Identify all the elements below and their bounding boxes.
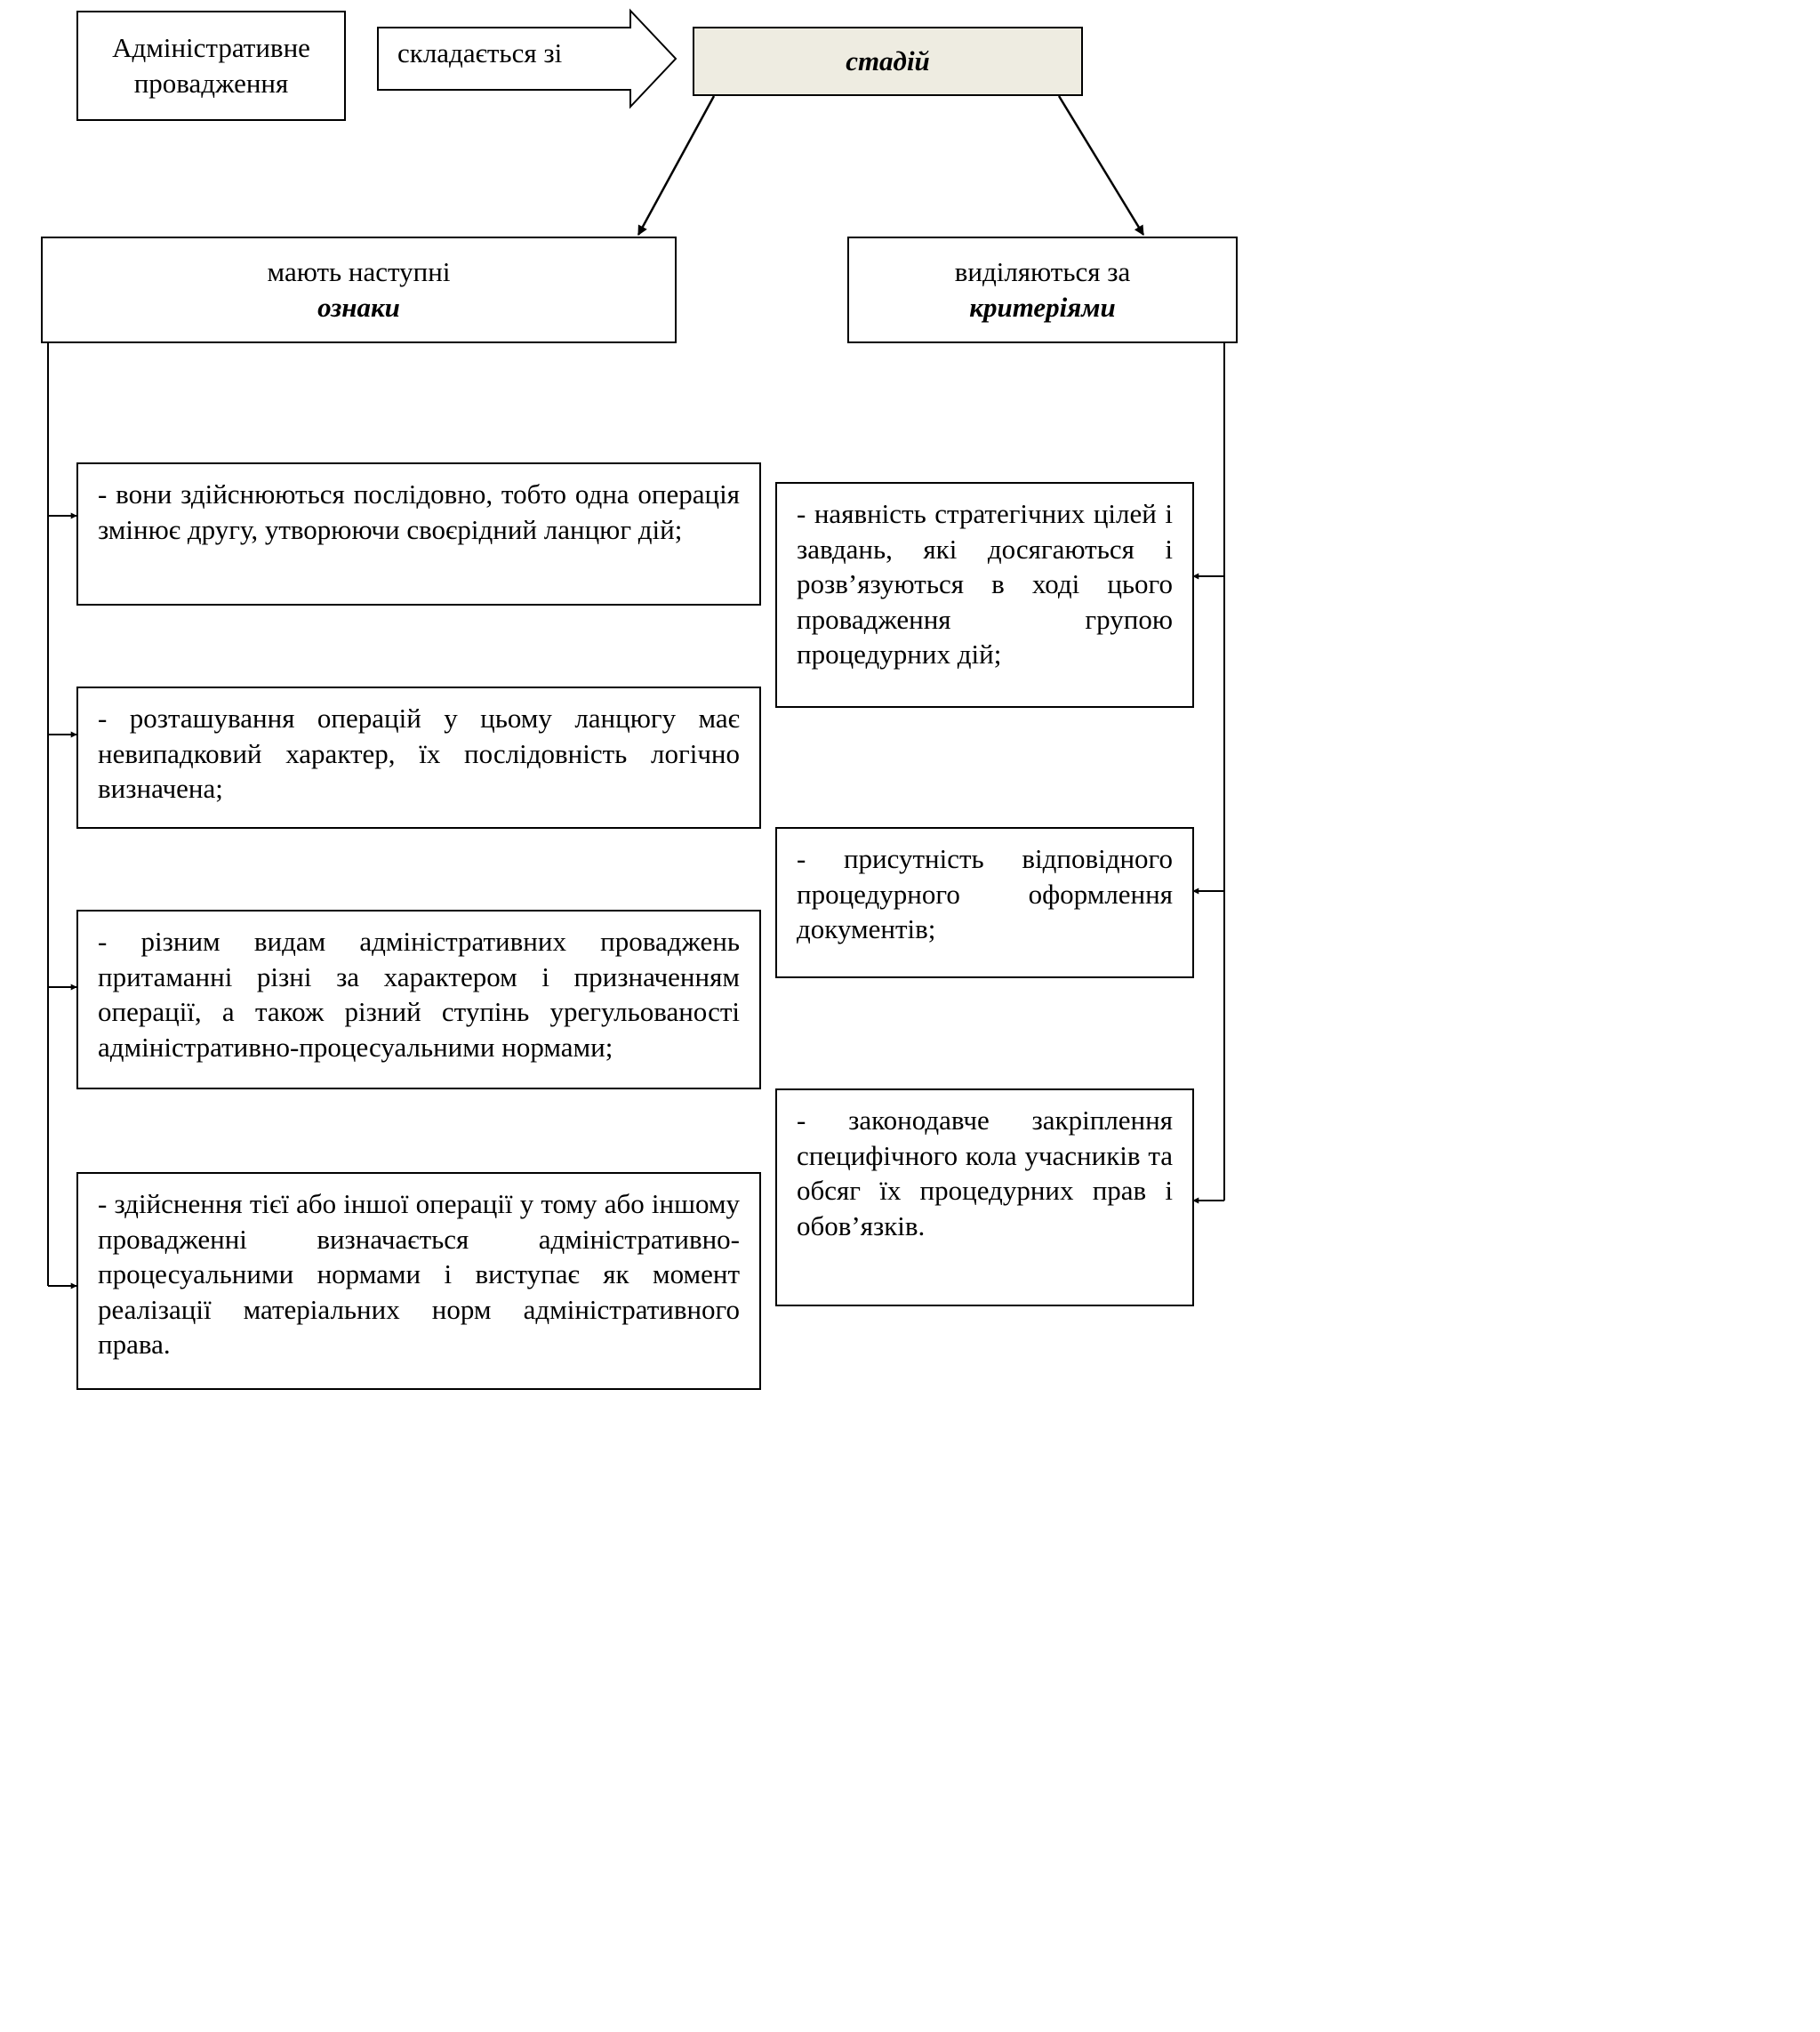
root-line-2: провадження — [133, 68, 289, 99]
features-keyword: ознаки — [317, 292, 400, 323]
root-box — [76, 11, 346, 121]
root-line-1: Адміністративне — [112, 32, 310, 63]
feature-item-3-text: - різним видам адміністративних проваджень притаманні різні за характером і призначенням операції, а також різний ступінь урегульованості адміністративно-процесуальними нормами; — [98, 926, 740, 1063]
criteria-header-box — [847, 237, 1238, 343]
features-header-box — [41, 237, 677, 343]
stages-box — [693, 27, 1083, 96]
connector-label: складається зі — [397, 37, 563, 68]
criteria-heading: виділяються за — [954, 256, 1131, 287]
arrow-to-features — [638, 96, 714, 235]
criteria-item-1 — [775, 482, 1194, 708]
features-heading: мають наступні — [267, 256, 451, 287]
criteria-keyword: критеріями — [969, 292, 1116, 323]
feature-item-3 — [76, 910, 761, 1089]
criteria-item-2 — [775, 827, 1194, 978]
arrow-to-criteria — [1059, 96, 1143, 235]
diagram-canvas — [0, 0, 1260, 1393]
feature-item-4-text: - здійснення тієї або іншої операції у тому або іншому провадженні визначається адміністративно-процесуальними нормами і виступає як момент реалізації матеріальних норм адміністративного права. — [98, 1188, 740, 1360]
criteria-item-3-text: - законодавче закріплення специфічного кола учасників та обсяг їх процедурних прав і обов’язків. — [797, 1104, 1173, 1241]
feature-item-1-text: - вони здійснюються послідовно, тобто одна операція змінює другу, утворюючи своєрідний ланцюг дій; — [98, 478, 740, 545]
feature-item-2-text: - розташування операцій у цьому ланцюгу має невипадковий характер, їх послідовність логічно визначена; — [98, 703, 740, 804]
feature-item-2 — [76, 687, 761, 829]
criteria-item-3 — [775, 1088, 1194, 1306]
feature-item-4 — [76, 1172, 761, 1390]
criteria-item-2-text: - присутність відповідного процедурного оформлення документів; — [797, 843, 1173, 944]
stages-label: стадій — [846, 45, 930, 76]
criteria-item-1-text: - наявність стратегічних цілей і завдань, які досягаються і розв’язуються в ході цього провадження групою процедурних дій; — [797, 498, 1173, 670]
feature-item-1 — [76, 462, 761, 606]
